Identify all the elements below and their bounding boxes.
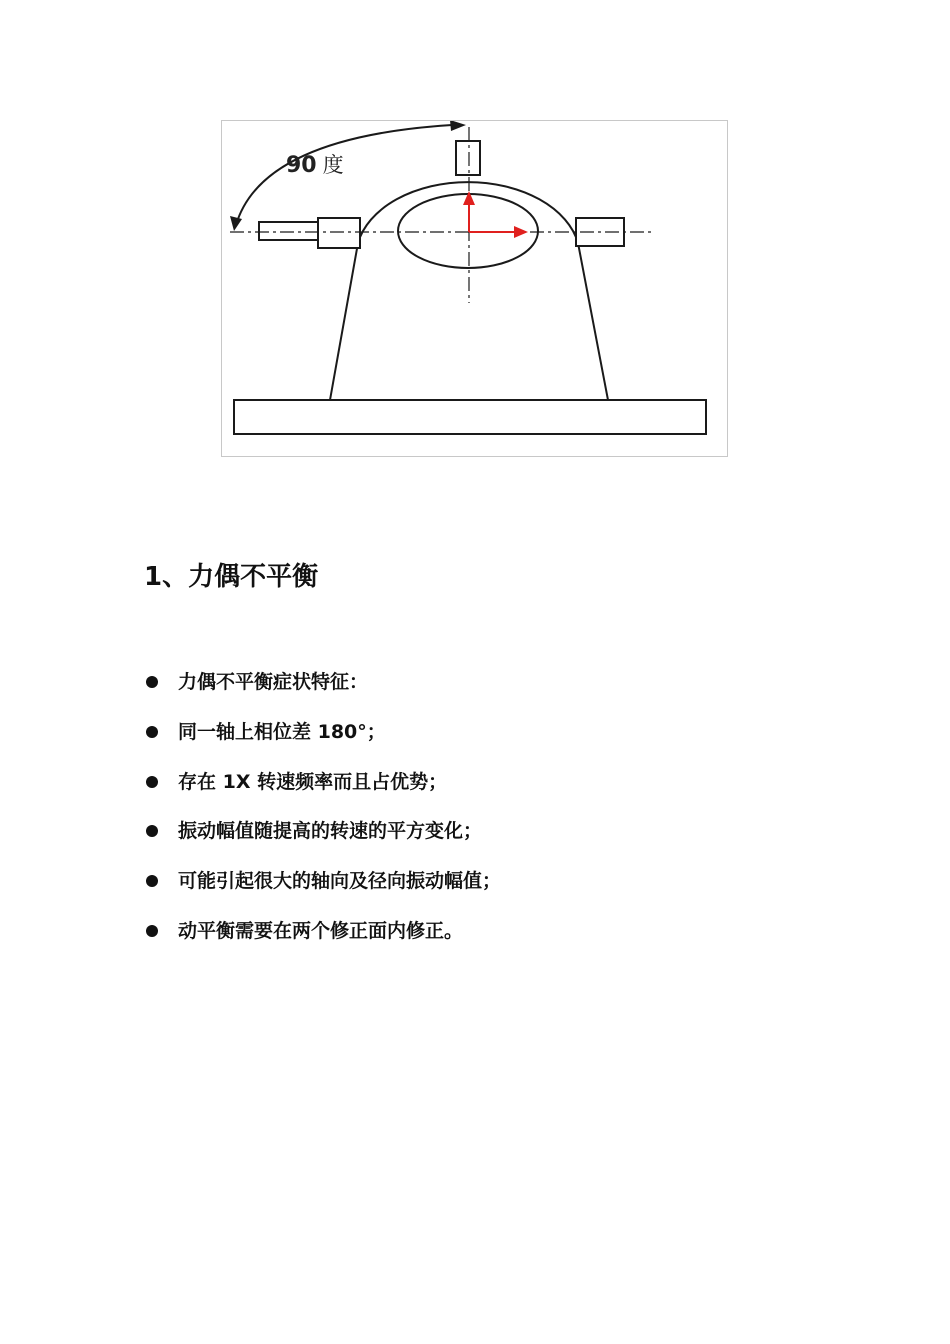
- vertical-sensor: [456, 141, 480, 175]
- angle-arrowhead-top: [450, 121, 466, 131]
- list-item: [146, 716, 501, 766]
- list-item: [146, 666, 501, 716]
- angle-arc: [236, 125, 452, 225]
- axial-sensor-inner: [318, 218, 360, 248]
- list-item-text: 可能引起很大的轴向及径向振动幅值；: [178, 870, 502, 893]
- list-item: [146, 915, 501, 965]
- list-item: [146, 766, 501, 816]
- symptom-list: [146, 666, 501, 965]
- list-item-text: 力偶不平衡症状特征：: [178, 671, 369, 693]
- bearing-housing-figure: [221, 120, 728, 457]
- list-item-text: 存在 1X 转速频率而且占优势；: [178, 770, 448, 793]
- list-item-text: 动平衡需要在两个修正面内修正。: [178, 919, 464, 942]
- pedestal-body: [330, 243, 608, 400]
- list-item: [146, 865, 501, 915]
- list-item-text: 同一轴上相位差 180°；: [178, 720, 386, 743]
- bullet-icon: [146, 776, 158, 788]
- section-heading: 1、力偶不平衡: [144, 562, 319, 592]
- bullet-icon: [146, 925, 158, 937]
- bullet-icon: [146, 825, 158, 837]
- base-plate: [234, 400, 706, 434]
- list-item: [146, 815, 501, 865]
- angle-label: [286, 149, 344, 179]
- angle-arrowhead-left: [230, 216, 242, 231]
- bullet-icon: [146, 875, 158, 887]
- bullet-icon: [146, 676, 158, 688]
- horizontal-vector-head: [514, 226, 528, 238]
- axial-sensor-outer: [259, 222, 318, 240]
- list-item-text: 振动幅值随提高的转速的平方变化；: [178, 820, 483, 843]
- bullet-icon: [146, 726, 158, 738]
- angle-value: 90: [286, 153, 317, 178]
- angle-unit: 度: [322, 153, 344, 177]
